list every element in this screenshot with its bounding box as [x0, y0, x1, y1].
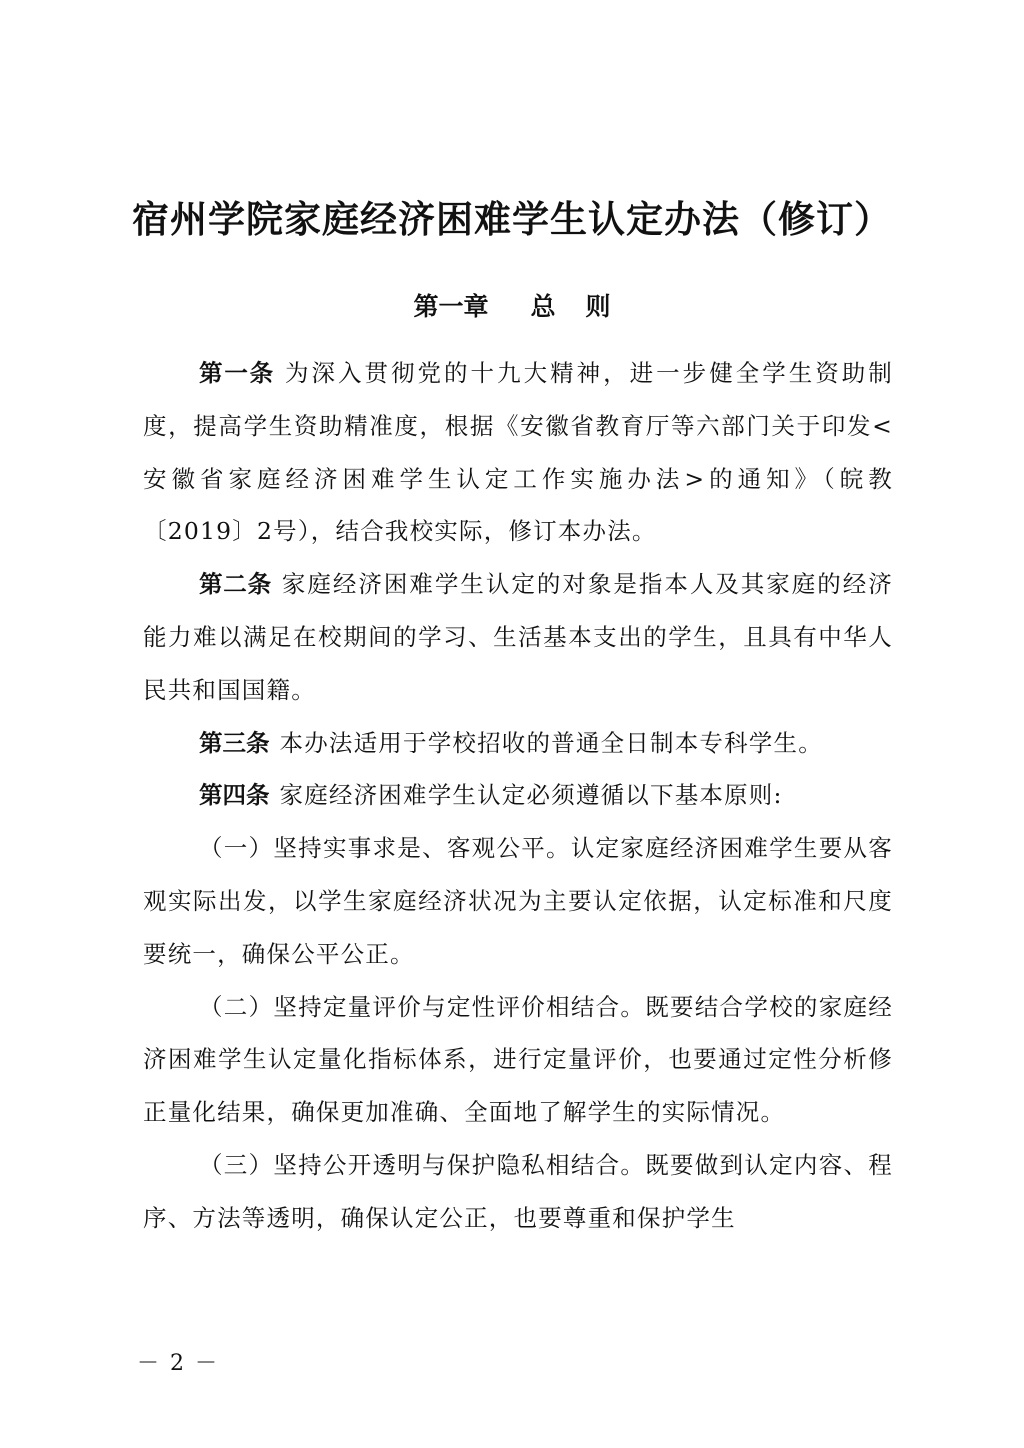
article-label: 第三条 — [199, 728, 270, 757]
article-label: 第四条 — [199, 781, 270, 810]
principle-3-paragraph: （三）坚持公开透明与保护隐私相结合。既要做到认定内容、程序、方法等透明，确保认定公正，也要尊重和保护学生 — [143, 1150, 893, 1232]
principle-2-paragraph: （二）坚持定量评价与定性评价相结合。既要结合学校的家庭经济困难学生认定量化指标体系，进行定量评价，也要通过定性分析修正量化结果，确保更加准确、全面地了解学生的实际情况。 — [143, 992, 893, 1127]
article-1-paragraph — [143, 347, 893, 558]
article-2-paragraph — [143, 558, 893, 716]
chapter-number: 第一章 — [413, 292, 489, 321]
document-body — [143, 347, 893, 1245]
article-text: 家庭经济困难学生认定必须遵循以下基本原则: — [279, 781, 783, 810]
article-text: 为深入贯彻党的十九大精神，进一步健全学生资助制度，提高学生资助精准度，根据《安徽省教育厅等六部门关于印发<安徽省家庭经济困难学生认定工作实施办法>的通知》（皖教〔2019〕2号），结合我校实际，修订本办法。 — [143, 359, 893, 546]
article-label: 第二条 — [199, 570, 272, 599]
chapter-name-part-2: 则 — [585, 292, 611, 321]
article-text: 家庭经济困难学生认定的对象是指本人及其家庭的经济能力难以满足在校期间的学习、生活基本支出的学生，且具有中华人民共和国国籍。 — [143, 570, 893, 704]
principle-1-paragraph: （一）坚持实事求是、客观公平。认定家庭经济困难学生要从客观实际出发，以学生家庭经济状况为主要认定依据，认定标准和尺度要统一，确保公平公正。 — [143, 834, 893, 968]
article-4-paragraph — [143, 769, 893, 822]
page-number: － 2 － — [137, 1351, 219, 1376]
document-title: 宿州学院家庭经济困难学生认定办法（修订） — [132, 198, 892, 241]
chapter-heading — [0, 285, 1024, 329]
article-3-paragraph — [143, 717, 893, 770]
chapter-name-part-1: 总 — [530, 292, 556, 321]
article-label: 第一条 — [199, 359, 275, 387]
article-text: 本办法适用于学校招收的普通全日制本专科学生。 — [279, 728, 823, 757]
